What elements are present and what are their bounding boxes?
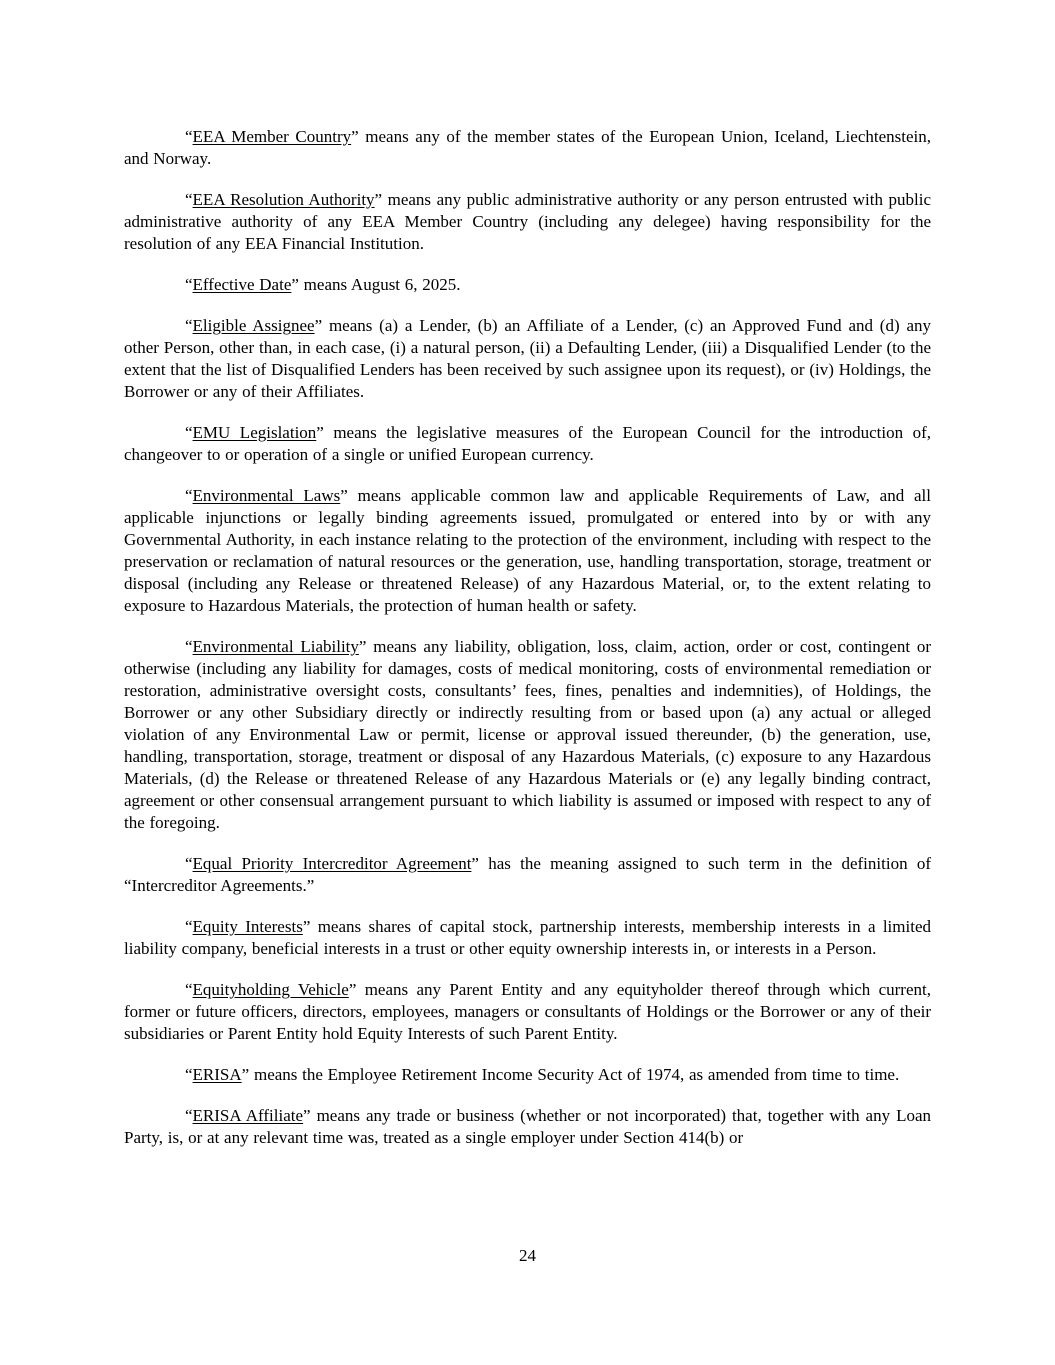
definition-paragraph [124,189,931,255]
open-quote: “ [185,917,193,936]
defined-term: Environmental Laws [192,486,341,505]
definition-text: ” means (a) a Lender, (b) an Affiliate of a Lender, (c) an Approved Fund and (d) any other Person, other than, in each case, (i) a natural person, (ii) a Defaulting Lender, (iii) a Disqualified Lender (to the extent that the list of Disqualified Lenders has been received by such assignee upon its request), or (iv) Holdings, the Borrower or any of their Affiliates. [124,316,931,401]
definition-text: ” means the Employee Retirement Income Security Act of 1974, as amended from time to time. [241,1065,900,1084]
definition-text: ” means shares of capital stock, partnership interests, membership interests in a limited liability company, beneficial interests in a trust or other equity ownership interests in, or interests in a Person. [124,917,931,958]
definition-text: ” means any Parent Entity and any equityholder thereof through which current, former or future officers, directors, employees, managers or consultants of Holdings or the Borrower or any of their subsidiaries or Parent Entity hold Equity Interests of such Parent Entity. [124,980,931,1043]
definition-paragraph [124,636,931,834]
open-quote: “ [185,127,193,146]
definition-text: ” means any liability, obligation, loss, claim, action, order or cost, contingent or otherwise (including any liability for damages, costs of medical monitoring, costs of environmental remediation or restoration, administrative oversight costs, consultants’ fees, fines, penalties and indemnities), of Holdings, the Borrower or any other Subsidiary directly or indirectly resulting from or based upon (a) any actual or alleged violation of any Environmental Law or permit, license or approval issued thereunder, (b) the generation, use, handling, transportation, storage, treatment or disposal of any Hazardous Materials, (c) exposure to any Hazardous Materials, (d) the Release or threatened Release of any Hazardous Materials or (e) any legally binding contract, agreement or other consensual arrangement pursuant to which liability is assumed or imposed with respect to any of the foregoing. [124,637,932,832]
definition-text: ” means August 6, 2025. [291,275,461,294]
definitions-list [124,126,931,1149]
definition-text: ” means any trade or business (whether or not incorporated) that, together with any Loan Party, is, or at any relevant time was, treated as a single employer under Section 414(b) or [124,1106,931,1147]
open-quote: “ [185,316,193,335]
definition-text: ” means the legislative measures of the European Council for the introduction of, changeover to or operation of a single or unified European currency. [124,423,931,464]
definition-text: ” means applicable common law and applicable Requirements of Law, and all applicable injunctions or legally binding agreements issued, promulgated or entered into by or with any Governmental Authority, in each instance relating to the protection of the environment, including with respect to the preservation or reclamation of natural resources or the generation, use, handling transportation, storage, treatment or disposal (including any Release or threatened Release) of any Hazardous Material, or, to the extent relating to exposure to Hazardous Materials, the protection of human health or safety. [124,486,932,615]
defined-term: EEA Member Country [192,127,352,146]
definition-text: ” means any public administrative authority or any person entrusted with public administrative authority of any EEA Member Country (including any delegee) having responsibility for the resolution of any EEA Financial Institution. [124,190,931,253]
defined-term: EEA Resolution Authority [192,190,375,209]
open-quote: “ [185,275,193,294]
definition-paragraph [124,916,931,960]
defined-term: ERISA [192,1065,242,1084]
defined-term: Environmental Liability [192,637,359,656]
open-quote: “ [185,423,193,442]
definition-paragraph [124,274,931,296]
open-quote: “ [185,980,193,999]
definition-paragraph [124,422,931,466]
open-quote: “ [185,1106,193,1125]
defined-term: Equityholding Vehicle [192,980,349,999]
definition-paragraph [124,979,931,1045]
open-quote: “ [185,190,193,209]
definition-paragraph [124,315,931,403]
defined-term: Equity Interests [192,917,303,936]
definition-paragraph [124,853,931,897]
defined-term: Eligible Assignee [192,316,315,335]
definition-text: ” means any of the member states of the European Union, Iceland, Liechtenstein, and Norway. [124,127,931,168]
defined-term: ERISA Affiliate [192,1106,304,1125]
definition-paragraph [124,1105,931,1149]
defined-term: Equal Priority Intercreditor Agreement [192,854,472,873]
defined-term: Effective Date [192,275,292,294]
open-quote: “ [185,486,193,505]
definition-text: ” has the meaning assigned to such term in the definition of “Intercreditor Agreements.” [124,854,931,895]
open-quote: “ [185,637,193,656]
open-quote: “ [185,1065,193,1084]
defined-term: EMU Legislation [192,423,317,442]
definition-paragraph [124,126,931,170]
definition-paragraph [124,485,931,617]
open-quote: “ [185,854,193,873]
page-number: 24 [519,1246,536,1265]
definition-paragraph [124,1064,931,1086]
